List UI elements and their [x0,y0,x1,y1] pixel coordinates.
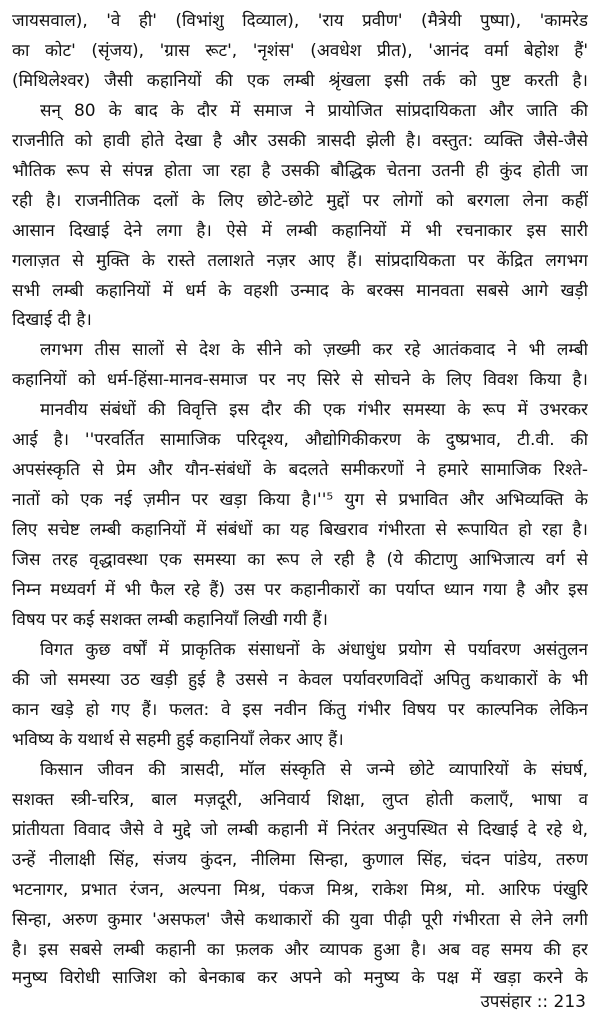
text-line: मनुष्य विरोधी साजिश को बेनकाब कर अपने को मनुष्य के पक्ष में खड़ा करने के [12,968,588,988]
text-line: गलाज़त से मुक्ति के रास्ते तलाशते नज़र आए हैं। सांप्रदायिकता पर केंद्रित लगभग [12,251,588,271]
text-line: आसान दिखाई देने लगा है। ऐसे में लम्बी कहानियों में भी रचनाकार इस सारी [12,221,588,241]
text-line: की जो समस्या उठ खड़ी हुई है उससे न केवल पर्यावरणविदों अपितु कथाकारों के भी [12,670,588,690]
text-line: जिस तरह वृद्धावस्था एक समस्या का रूप ले रही है (ये कीटाणु आभिजात्य वर्ग से [12,550,588,570]
text-line: सिन्हा, अरुण कुमार 'असफल' जैसे कथाकारों की युवा पीढ़ी पूरी गंभीरता से लेने लगी [12,910,588,930]
text-line: भौतिक रूप से संपन्न होता जा रहा है उसकी बौद्धिक चेतना उतनी ही कुंद होती जा [12,161,588,181]
text-line: सशक्त स्त्री-चरित्र, बाल मज़दूरी, अनिवार्य शिक्षा, लुप्त होती कलाएँ, भाषा व [12,790,588,810]
text-line: लिए सचेष्ट लम्बी कहानियों में संबंधों का यह बिखराव गंभीरता से रूपायित हो रहा है। [12,520,588,540]
text-line: नातों को एक नई ज़मीन पर खड़ा किया है।''⁵ युग से प्रभावित और अभिव्यक्ति के [12,490,588,510]
paragraph-start-line: सन् 80 के बाद के दौर में समाज ने प्रायोजित सांप्रदायिकता और जाति की [40,101,588,121]
text-line: सभी लम्बी कहानियों में धर्म के वहशी उन्माद के बरक्स मानवता सबसे आगे खड़ी [12,281,588,301]
text-line: राजनीति को हावी होते देखा है और उसकी त्रासदी झेली है। वस्तुत: व्यक्ति जैसे-जैसे [12,131,588,151]
text-line: उन्हें नीलाक्षी सिंह, संजय कुंदन, नीलिमा सिन्हा, कुणाल सिंह, चंदन पांडेय, तरुण [12,850,588,870]
text-line: भटनागर, प्रभात रंजन, अल्पना मिश्र, पंकज मिश्र, राकेश मिश्र, मो. आरिफ पंखुरि [12,880,588,900]
paragraph-start-line: किसान जीवन की त्रासदी, मॉल संस्कृति से जन्मे छोटे व्यापारियों के संघर्ष, [40,760,588,780]
text-line: कहानियों को धर्म-हिंसा-मानव-समाज पर नए सिरे से सोचने के लिए विवश किया है। [12,370,588,390]
text-line: दिखाई दी है। [12,310,92,330]
text-line: कान खड़े हो गए हैं। फलत: वे इस नवीन किंतु गंभीर विषय पर काल्पनिक लेकिन [12,700,588,720]
text-line: अपसंस्कृति से प्रेम और यौन-संबंधों के बदलते समीकरणों ने हमारे सामाजिक रिश्ते- [12,460,588,480]
paragraph-start-line: लगभग तीस सालों से देश के सीने को ज़ख्मी कर रहे आतंकवाद ने भी लम्बी [40,340,588,360]
paragraph-start-line: विगत कुछ वर्षों में प्राकृतिक संसाधनों के अंधाधुंध प्रयोग से पर्यावरण असंतुलन [40,640,588,660]
text-line: प्रांतीयता विवाद जैसे वे मुद्दे जो लम्बी कहानी में निरंतर अनुपस्थित से दिखाई दे रहे थे, [12,820,588,840]
text-line: निम्न मध्यवर्ग में भी फैल रहे हैं) उस पर कहानीकारों का पर्याप्त ध्यान गया है और इस [12,580,588,600]
text-line: जायसवाल), 'वे ही' (विभांशु दिव्याल), 'राय प्रवीण' (मैत्रेयी पुष्पा), 'कामरेड [12,11,588,31]
text-line: है। इस सबसे लम्बी कहानी का फ़लक और व्यापक हुआ है। अब वह समय की हर [12,940,588,960]
paragraph-start-line: मानवीय संबंधों की विवृत्ति इस दौर की एक गंभीर समस्या के रूप में उभरकर [40,400,588,420]
text-line: का कोट' (सृंजय), 'ग्रास रूट', 'नृशंस' (अवधेश प्रीत), 'आनंद वर्मा बेहोश हैं' [12,41,588,61]
text-line: (मिथिलेश्वर) जैसी कहानियों की एक लम्बी श्रृंखला इसी तर्क को पुष्ट करती है। [12,71,588,91]
text-line: रही है। राजनीतिक दलों के लिए छोटे-छोटे मुद्दों पर लोगों को बरगला लेना कहीं [12,191,588,211]
page-footer: उपसंहार :: 213 [480,992,586,1012]
text-line: आई है। ''परवर्तित सामाजिक परिदृश्य, औद्योगिकीकरण के दुष्प्रभाव, टी.वी. की [12,430,588,450]
text-line: भविष्य के यथार्थ से सहमी हुई कहानियाँ लेकर आए हैं। [12,730,344,750]
text-line: विषय पर कई सशक्त लम्बी कहानियाँ लिखी गयी हैं। [12,610,328,630]
